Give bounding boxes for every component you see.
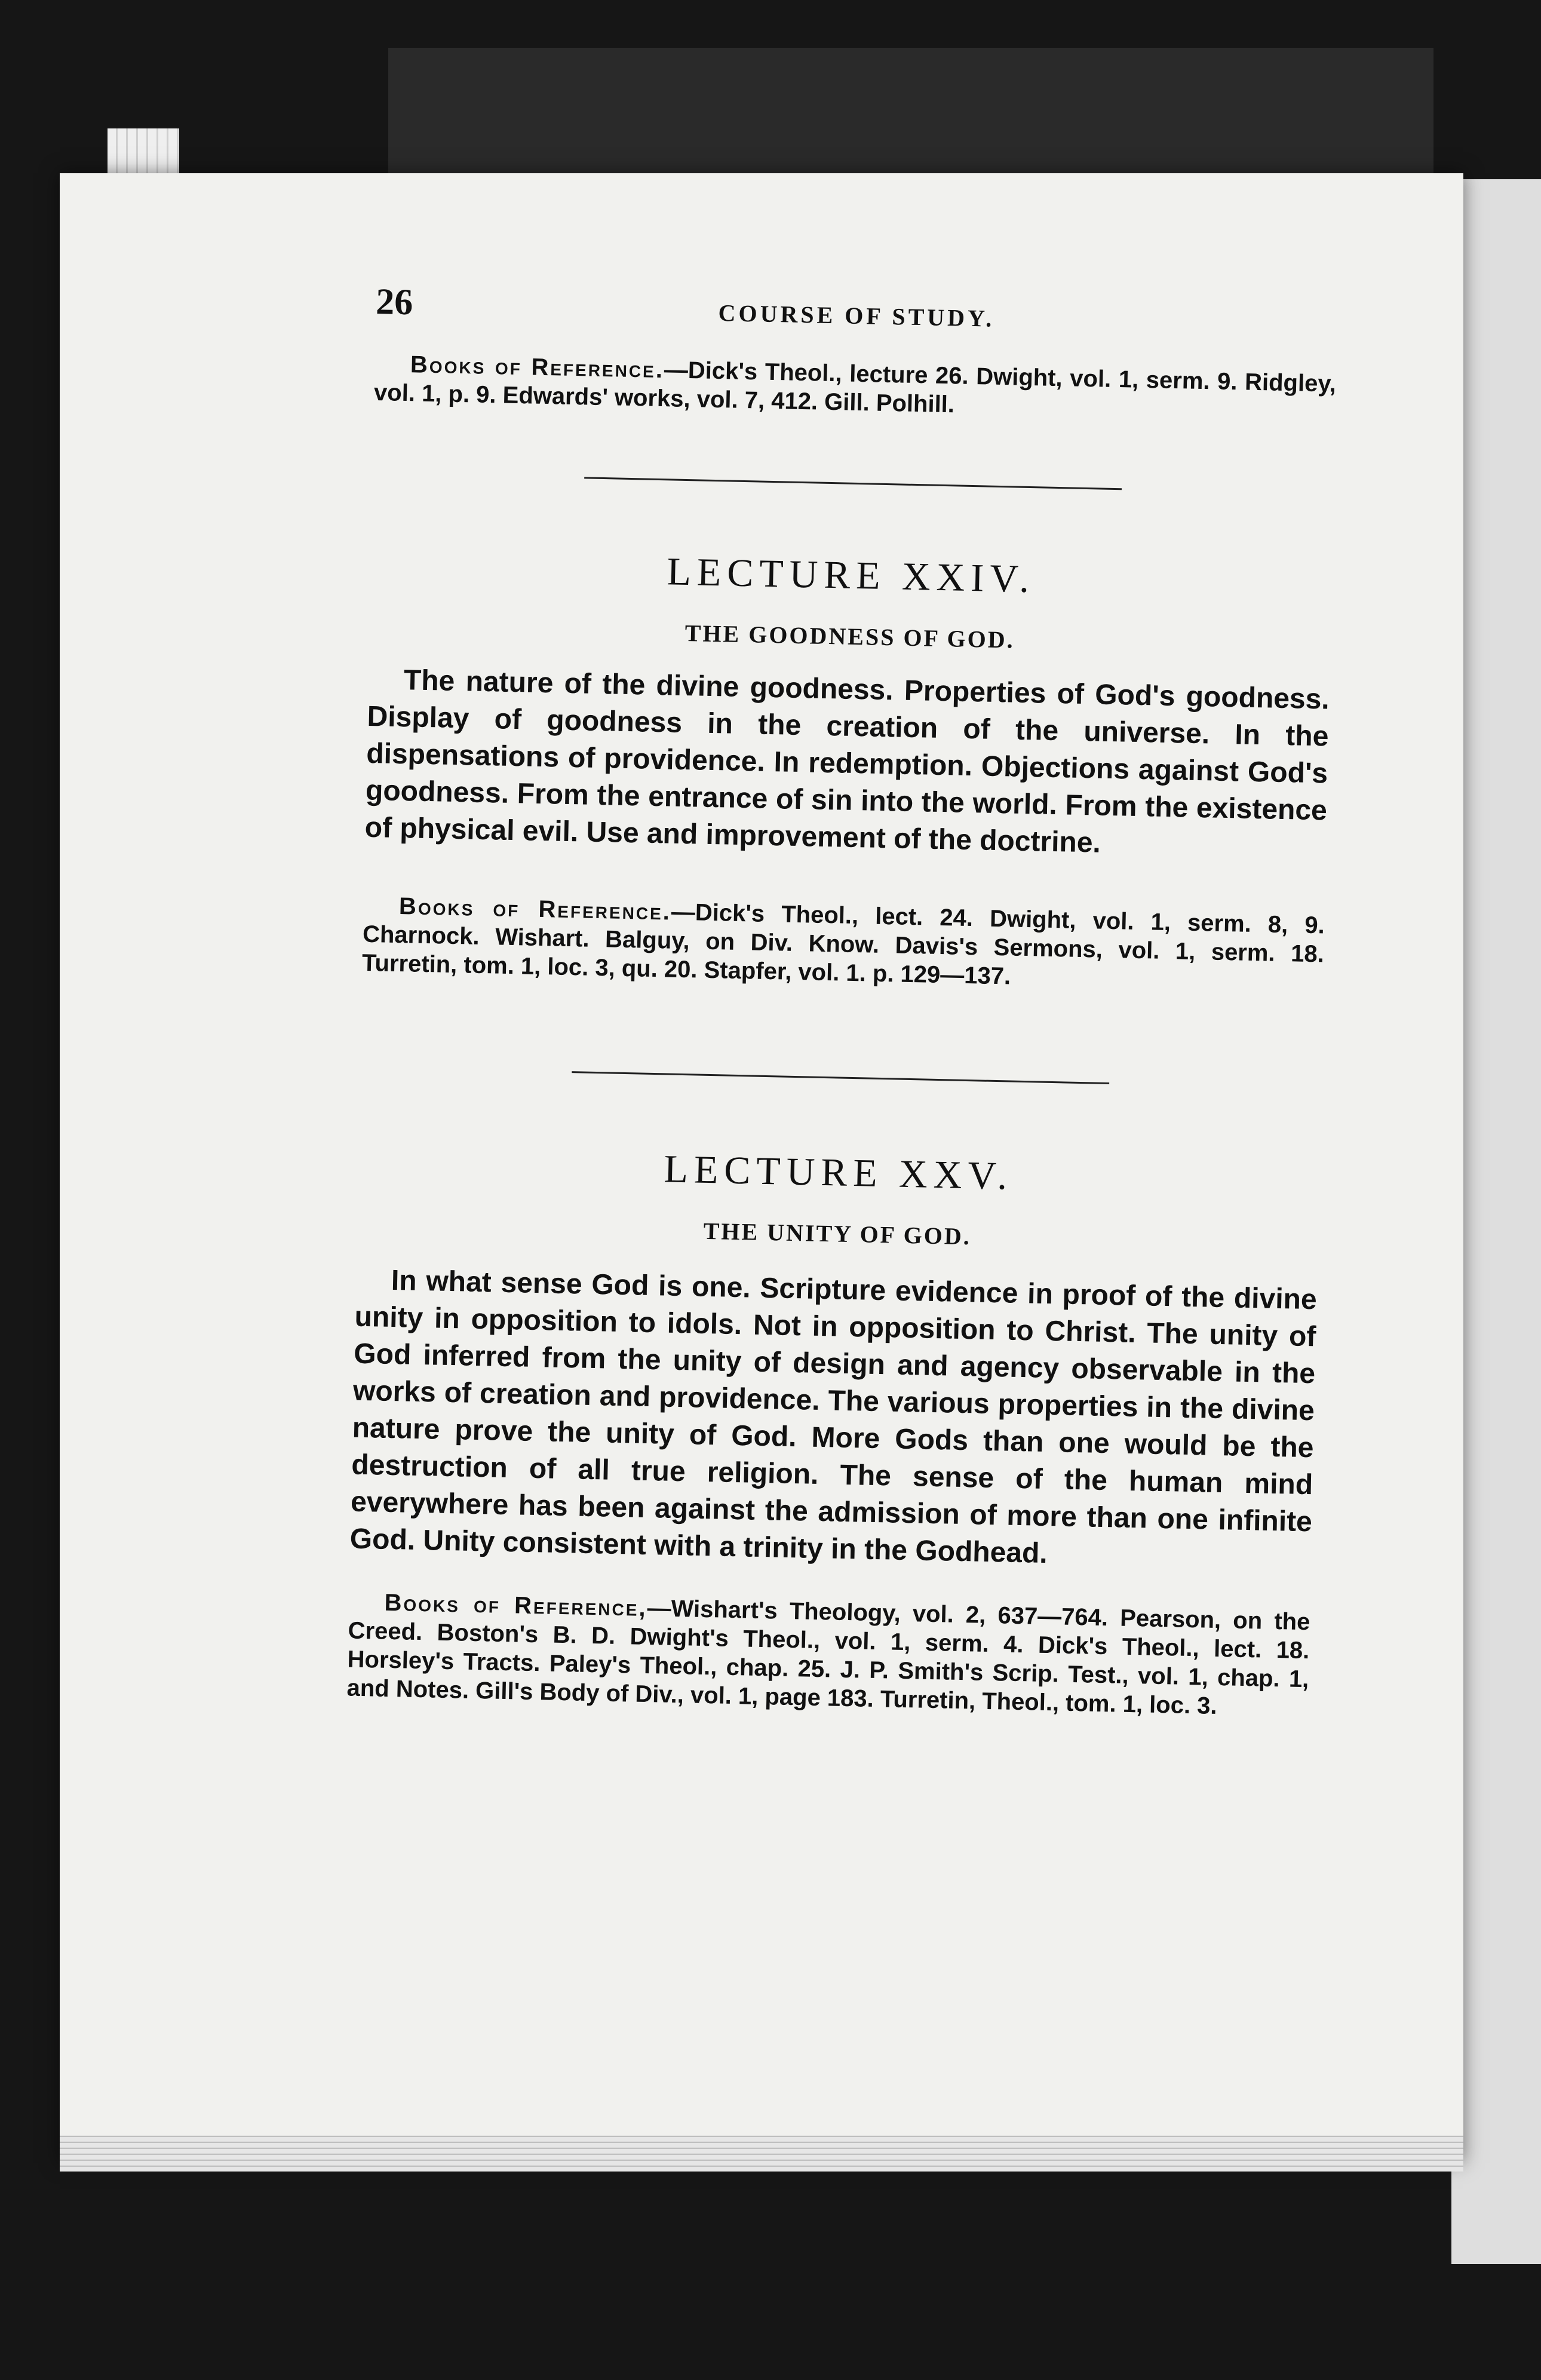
references-text: —Dick's Theol., lect. 24. Dwight, vol. 1, serm. 8, 9. Charnock. Wishart. Balguy, on Div. Know. Davis's Sermons, vol. 1, serm. 18. Turretin, tom. 1, loc. 3, qu. 20. Stapfer, vol. 1. p. 129—137. (361, 898, 1325, 990)
scan-background-block (388, 48, 1433, 173)
lecture-subtitle: THE UNITY OF GOD. (703, 1217, 972, 1250)
page-number: 26 (375, 281, 413, 323)
lecture-subtitle: THE GOODNESS OF GOD. (684, 619, 1015, 654)
lecture-references (362, 891, 1325, 998)
top-references (374, 349, 1337, 427)
page-bottom-edge (60, 2136, 1463, 2172)
references-lead: Books of Reference. (398, 893, 672, 925)
lecture-title: LECTURE XXV. (663, 1147, 1014, 1198)
section-rule (572, 1071, 1109, 1084)
lecture-synopsis: The nature of the divine goodness. Properties of God's goodness. Display of goodness in the creation of the universe. In the dispensations of providence. In redemption. Objections against God's goodness. From the entrance of sin into the world. From the existence of physical evil. Use and improvement of the doctrine. (364, 664, 1330, 859)
lecture-title: LECTURE XXIV. (666, 550, 1036, 602)
references-lead: Books of Reference. (410, 351, 665, 384)
references-text: —Wishart's Theology, vol. 2, 637—764. Pearson, on the Creed. Boston's B. D. Dwight's Theol., vol. 1, serm. 4. Dick's Theol., lect. 18. Horsley's Tracts. Paley's Theol., chap. 25. J. P. Smith's Scrip. Test., vol. 1, chap. 1, and Notes. Gill's Body of Div., vol. 1, page 183. Turretin, Theol., tom. 1, loc. 3. (346, 1594, 1310, 1719)
lecture-references (346, 1588, 1310, 1723)
running-head: COURSE OF STUDY. (718, 299, 995, 332)
facing-page-edge (1451, 179, 1541, 2264)
references-lead: Books of Reference, (384, 1589, 648, 1621)
references-text: —Dick's Theol., lecture 26. Dwight, vol. 1, serm. 9. Ridgley, vol. 1, p. 9. Edwards' works, vol. 7, 412. Gill. Polhill. (373, 357, 1337, 418)
page-content (346, 281, 1337, 1722)
lecture-synopsis: In what sense God is one. Scripture evidence in proof of the divine unity in opposition to idols. Not in opposition to Christ. The unity of God inferred from the unity of design and agency observable in the works of creation and providence. The various properties in the divine nature prove the unity of God. More Gods than one would be the destruction of all true religion. The sense of the human mind everywhere has been against the admission of more than one infinite God. Unity consistent with a trinity in the Godhead. (349, 1264, 1318, 1569)
section-rule (584, 477, 1122, 490)
